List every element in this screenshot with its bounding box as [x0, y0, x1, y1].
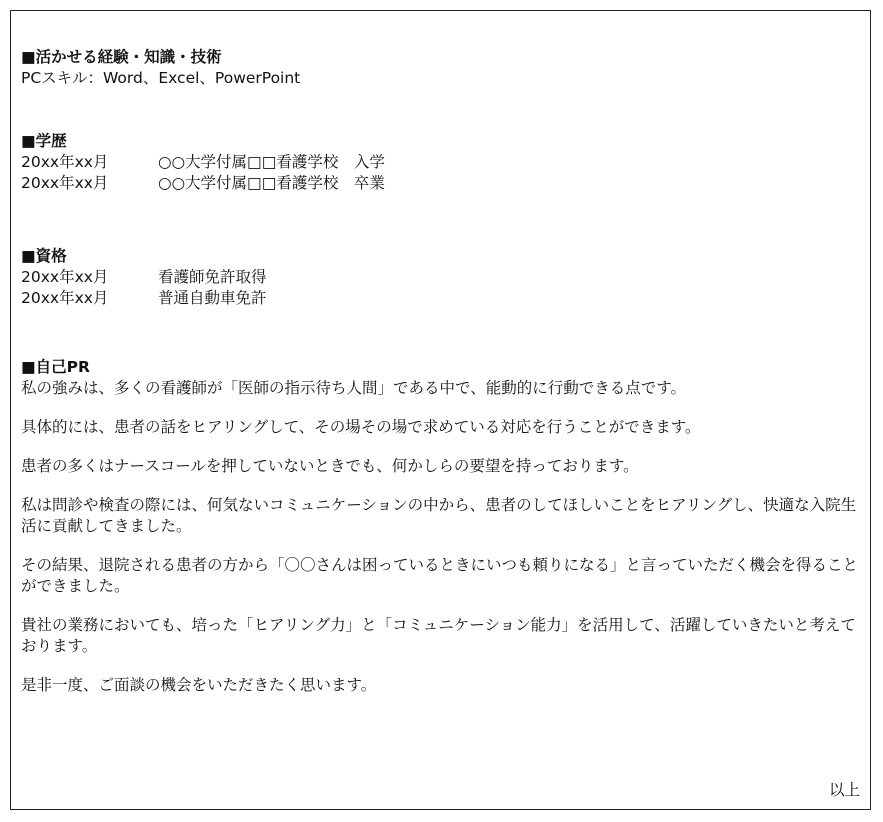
pr-paragraph: 私の強みは、多くの看護師が「医師の指示待ち人間」である中で、能動的に行動できる点です。 [21, 379, 686, 397]
education-row [21, 152, 858, 173]
qualification-row [21, 267, 858, 288]
qualification-date: 20xx年xx月 [21, 289, 109, 307]
pr-paragraph: 貴社の業務においても、培った「ヒアリング力」と「コミュニケーション能力」を活用して、活躍していきたいと考えております。 [21, 616, 856, 655]
pr-paragraph: 私は問診や検査の際には、何気ないコミュニケーションの中から、患者のしてほしいことをヒアリングし、快適な入院生活に貢献してきました。 [21, 496, 857, 535]
closing-text: 以上 [828, 781, 860, 799]
education-title: ■学歴 [21, 132, 67, 150]
pr-paragraph: 患者の多くはナースコールを押していないときでも、何かしらの要望を持っております。 [21, 457, 639, 475]
skills-text: PCスキル：Word、Excel、PowerPoint [21, 69, 301, 87]
qualification-text: 看護師免許取得 [158, 268, 267, 286]
qualification-text: 普通自動車免許 [158, 289, 267, 307]
education-text: ○○大学付属□□看護学校 卒業 [158, 174, 385, 192]
education-row [21, 173, 858, 194]
document-body [21, 47, 858, 696]
qualification-date: 20xx年xx月 [21, 268, 109, 286]
pr-paragraph: 具体的には、患者の話をヒアリングして、その場その場で求めている対応を行うことができます。 [21, 418, 701, 436]
pr-title: ■自己PR [21, 358, 90, 376]
skills-title: ■活かせる経験・知識・技術 [21, 48, 222, 66]
education-text: ○○大学付属□□看護学校 入学 [158, 153, 385, 171]
qualification-row [21, 288, 858, 309]
pr-paragraph: その結果、退院される患者の方から「〇〇さんは困っているときにいつも頼りになる」と言っていただく機会を得ることができました。 [21, 556, 859, 595]
document-page [10, 10, 871, 810]
pr-paragraph: 是非一度、ご面談の機会をいただきたく思います。 [21, 676, 377, 694]
education-date: 20xx年xx月 [21, 174, 109, 192]
qualifications-title: ■資格 [21, 247, 67, 265]
education-date: 20xx年xx月 [21, 153, 109, 171]
